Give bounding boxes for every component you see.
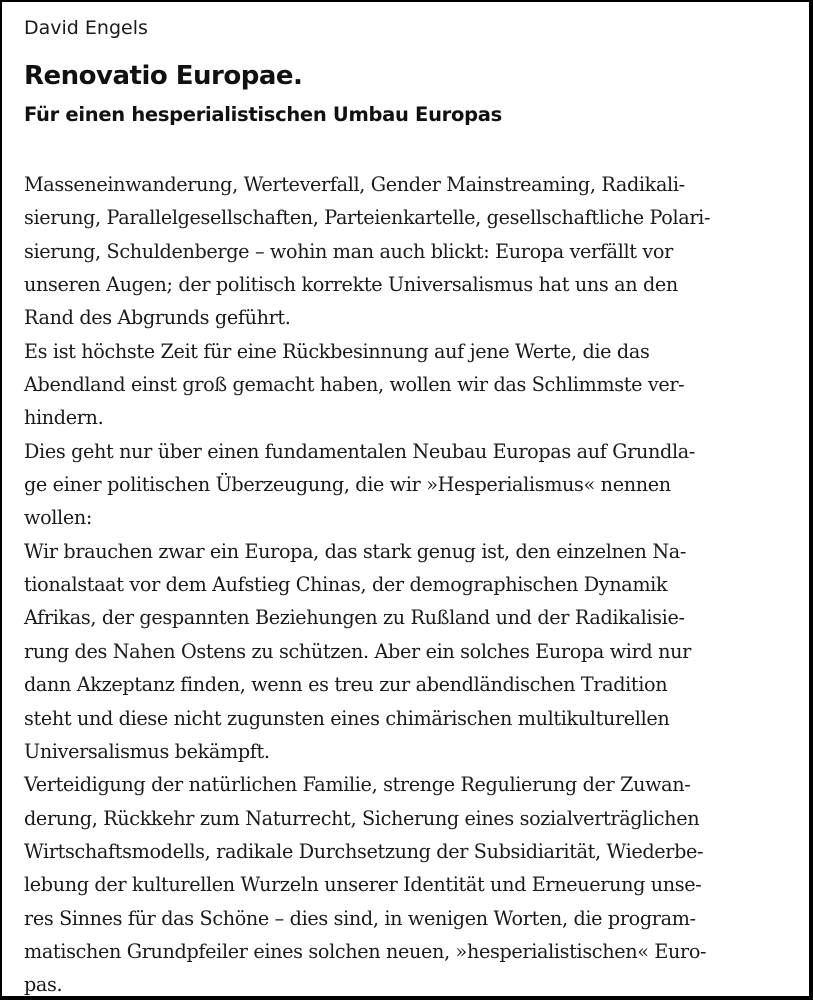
book-title: Renovatio Europae.: [24, 61, 303, 91]
text-line: steht und diese nicht zugunsten eines chimärischen multikulturellen: [24, 706, 670, 730]
text-line: sierung, Parallelgesellschaften, Parteienkartelle, gesellschaftliche Polari-: [24, 206, 711, 230]
text-line: tionalstaat vor dem Aufstieg Chinas, der demographischen Dynamik: [24, 573, 668, 597]
text-line: derung, Rückkehr zum Naturrecht, Sicherung eines sozialverträglichen: [24, 806, 700, 830]
text-line: Verteidigung der natürlichen Familie, strenge Regulierung der Zuwan-: [24, 773, 691, 797]
text-line: Afrikas, der gespannten Beziehungen zu Rußland und der Radikalisie-: [24, 606, 685, 630]
text-line: matischen Grundpfeiler eines solchen neuen, »hesperialistischen« Euro-: [24, 939, 707, 963]
text-line: Rand des Abgrunds geführt.: [24, 306, 291, 330]
text-line: lebung der kulturellen Wurzeln unserer Identität und Erneuerung unse-: [24, 873, 702, 897]
text-line: rung des Nahen Ostens zu schützen. Aber ein solches Europa wird nur: [24, 639, 691, 663]
text-line: Dies geht nur über einen fundamentalen Neubau Europas auf Grundla-: [24, 439, 695, 463]
text-line: pas.: [24, 973, 63, 997]
text-line: dann Akzeptanz finden, wenn es treu zur abendländischen Tradition: [24, 673, 668, 697]
blurb-text: [24, 168, 799, 1002]
text-line: Abendland einst groß gemacht haben, wollen wir das Schlimmste ver-: [24, 373, 685, 397]
text-line: hindern.: [24, 406, 104, 430]
text-line: Universalismus bekämpft.: [24, 739, 270, 763]
text-line: sierung, Schuldenberge – wohin man auch blickt: Europa verfällt vor: [24, 239, 673, 263]
text-line: Wir brauchen zwar ein Europa, das stark genug ist, den einzelnen Na-: [24, 539, 686, 563]
text-line: wollen:: [24, 506, 92, 530]
text-line: unseren Augen; der politisch korrekte Universalismus hat uns an den: [24, 273, 678, 297]
text-line: Masseneinwanderung, Werteverfall, Gender Mainstreaming, Radikali-: [24, 173, 685, 196]
text-line: Wirtschaftsmodells, radikale Durchsetzung der Subsidiarität, Wiederbe-: [24, 839, 704, 863]
book-subtitle: Für einen hesperialistischen Umbau Europas: [24, 103, 502, 126]
author-name: David Engels: [24, 17, 148, 39]
text-line: ge einer politischen Überzeugung, die wir »Hesperialismus« nennen: [24, 473, 671, 497]
text-line: Es ist höchste Zeit für eine Rückbesinnung auf jene Werte, die das: [24, 339, 650, 363]
text-line: res Sinnes für das Schöne – dies sind, in wenigen Worten, die program-: [24, 906, 696, 930]
